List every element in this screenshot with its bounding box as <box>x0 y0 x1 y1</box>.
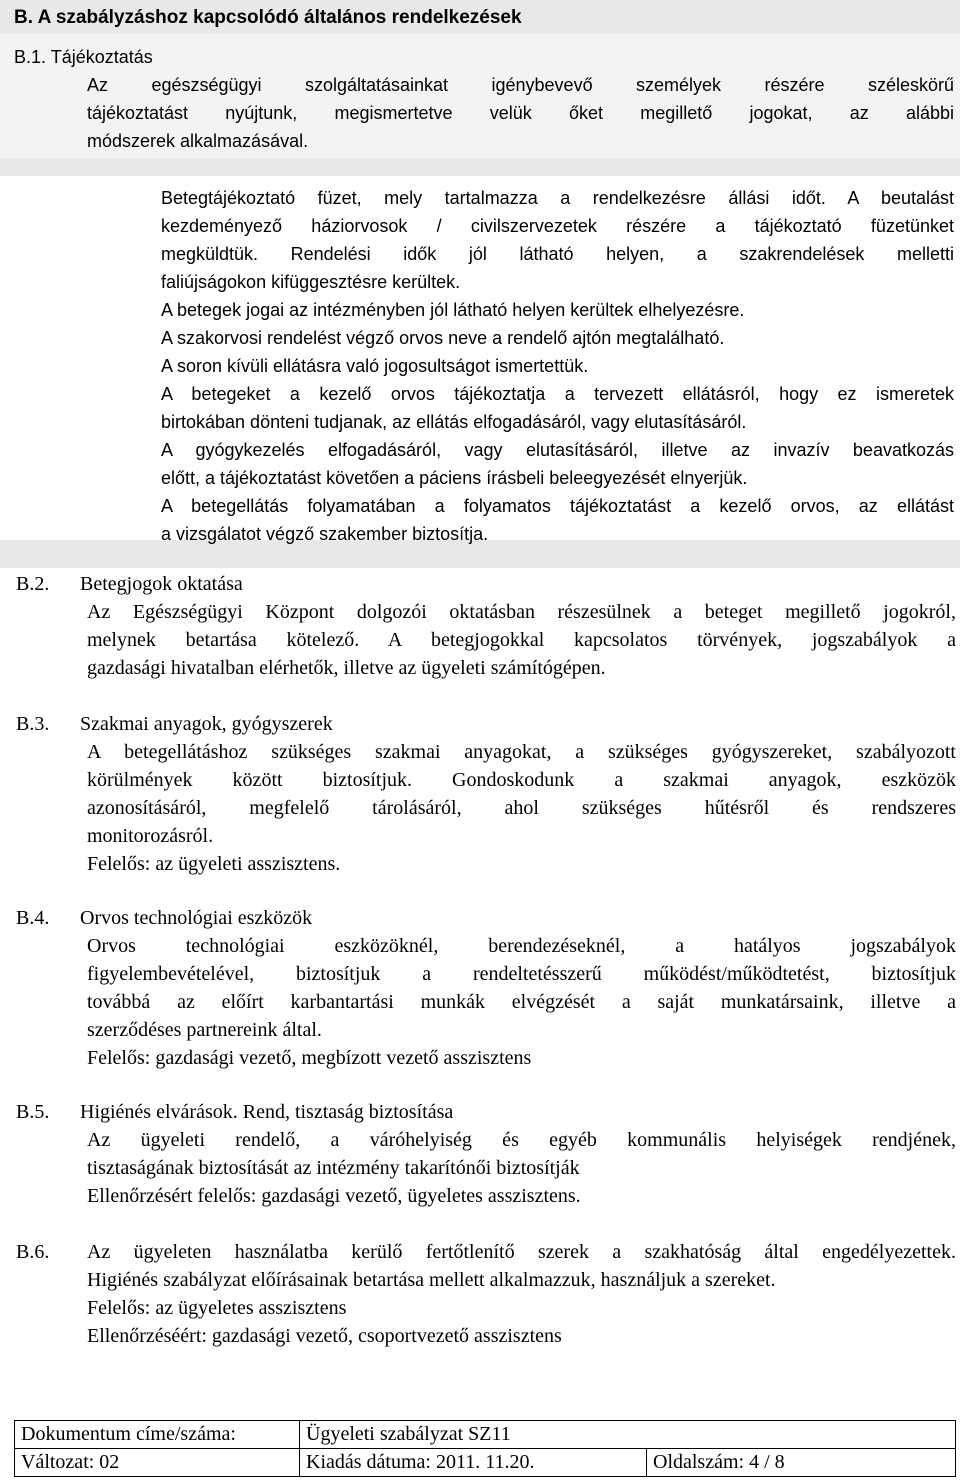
b4-number: B.4. <box>16 907 50 929</box>
b1-title: B.1. Tájékoztatás <box>14 47 153 67</box>
b5-line: Az ügyeleti rendelő, a váróhelyiség és egyéb kommunális helyiségek rendjének, <box>87 1129 956 1151</box>
b3-responsible: Felelős: az ügyeleti asszisztens. <box>87 853 341 875</box>
b6-responsible: Felelős: az ügyeletes asszisztens <box>87 1297 347 1319</box>
b2-number: B.2. <box>16 573 50 595</box>
b4-line: Orvos technológiai eszközöknél, berendezéseknél, a hatályos jogszabályok <box>87 935 956 957</box>
b1-item-line: megküldtük. Rendelési idők jól látható helyen, a szakrendelések melletti <box>161 244 954 264</box>
b6-controller: Ellenőrzéséért: gazdasági vezető, csoportvezető asszisztens <box>87 1325 562 1347</box>
b6-line: Higiénés szabályzat előírásainak betartása mellett alkalmazzuk, használjuk a szereket. <box>87 1269 776 1291</box>
b3-number: B.3. <box>16 713 50 735</box>
section-heading: B. A szabályzáshoz kapcsolódó általános rendelkezések <box>14 7 522 28</box>
b6-number: B.6. <box>16 1241 50 1263</box>
b1-item-line: A betegeket a kezelő orvos tájékoztatja a tervezett ellátásról, hogy ez ismeretek <box>161 384 954 404</box>
b1-item-line: faliújságokon kifüggesztésre kerültek. <box>161 272 461 292</box>
b2-title: Betegjogok oktatása <box>80 573 243 595</box>
b3-title: Szakmai anyagok, gyógyszerek <box>80 713 333 735</box>
b6-line: Az ügyeleten használatba kerülő fertőtlenítő szerek a szakhatóság által engedélyezettek. <box>87 1241 956 1263</box>
b5-number: B.5. <box>16 1101 50 1123</box>
b1-item-line: A betegek jogai az intézményben jól látható helyen kerültek elhelyezésre. <box>161 300 745 320</box>
b5-responsible: Ellenőrzésért felelős: gazdasági vezető, ügyeletes asszisztens. <box>87 1185 581 1207</box>
b2-line: gazdasági hivatalban elérhetők, illetve az ügyeleti számítógépen. <box>87 657 606 679</box>
footer-doc-value: Ügyeleti szabályzat SZ11 <box>300 1421 956 1449</box>
b4-line: továbbá az előírt karbantartási munkák elvégzését a saját munkatársaink, illetve a <box>87 991 956 1013</box>
footer-doc-label: Dokumentum címe/száma: <box>15 1421 300 1449</box>
b1-item-line: a vizsgálatot végző szakember biztosítja. <box>161 524 489 544</box>
b2-line: melynek betartása kötelező. A betegjogokkal kapcsolatos törvények, jogszabályok a <box>87 629 956 651</box>
b1-item-line: A szakorvosi rendelést végző orvos neve a rendelő ajtón megtalálható. <box>161 328 725 348</box>
b1-item-line: kezdeményező háziorvosok / civilszervezetek részére a tájékoztató füzetünket <box>161 216 954 236</box>
b1-item-line: Betegtájékoztató füzet, mely tartalmazza a rendelkezésre állási időt. A beutalást <box>161 188 954 208</box>
b1-intro-line: tájékoztatást nyújtunk, megismertetve velük őket megillető jogokat, az alábbi <box>87 103 954 123</box>
b4-title: Orvos technológiai eszközök <box>80 907 313 929</box>
b3-line: monitorozásról. <box>87 825 214 847</box>
b1-intro-line: Az egészségügyi szolgáltatásainkat igénybevevő személyek részére széleskörű <box>87 75 954 95</box>
b1-item-line: A gyógykezelés elfogadásáról, vagy elutasításáról, illetve az invazív beavatkozás <box>161 440 954 460</box>
b1-item-line: előtt, a tájékoztatást követően a páciens írásbeli beleegyezését elnyerjük. <box>161 468 748 488</box>
b5-title: Higiénés elvárások. Rend, tisztaság biztosítása <box>80 1101 454 1123</box>
b4-line: figyelembevételével, biztosítjuk a rendeltetésszerű működést/működtetést, biztosítjuk <box>87 963 956 985</box>
footer-version: Változat: 02 <box>15 1449 300 1477</box>
footer-page-number: Oldalszám: 4 / 8 <box>647 1449 956 1477</box>
b3-line: azonosításáról, megfelelő tárolásáról, ahol szükséges hűtésről és rendszeres <box>87 797 956 819</box>
b5-line: tisztaságának biztosítását az intézmény takarítónői biztosítják <box>87 1157 580 1179</box>
b1-item-line: birtokában dönteni tudjanak, az ellátás elfogadásáról, vagy elutasításáról. <box>161 412 747 432</box>
b1-intro-line: módszerek alkalmazásával. <box>87 131 309 151</box>
b3-line: A betegellátáshoz szükséges szakmai anyagokat, a szükséges gyógyszereket, szabályozott <box>87 741 956 763</box>
b4-responsible: Felelős: gazdasági vezető, megbízott vezető asszisztens <box>87 1047 532 1069</box>
b3-line: körülmények között biztosítjuk. Gondoskodunk a szakmai anyagok, eszközök <box>87 769 956 791</box>
b4-line: szerződéses partnereink által. <box>87 1019 322 1041</box>
b1-item-line: A betegellátás folyamatában a folyamatos tájékoztatást a kezelő orvos, az ellátást <box>161 496 954 516</box>
footer-issue-date: Kiadás dátuma: 2011. 11.20. <box>300 1449 647 1477</box>
b1-item-line: A soron kívüli ellátásra való jogosultságot ismertettük. <box>161 356 589 376</box>
document-footer-table <box>14 1420 956 1477</box>
b2-line: Az Egészségügyi Központ dolgozói oktatásban részesülnek a beteget megillető jogokról, <box>87 601 956 623</box>
